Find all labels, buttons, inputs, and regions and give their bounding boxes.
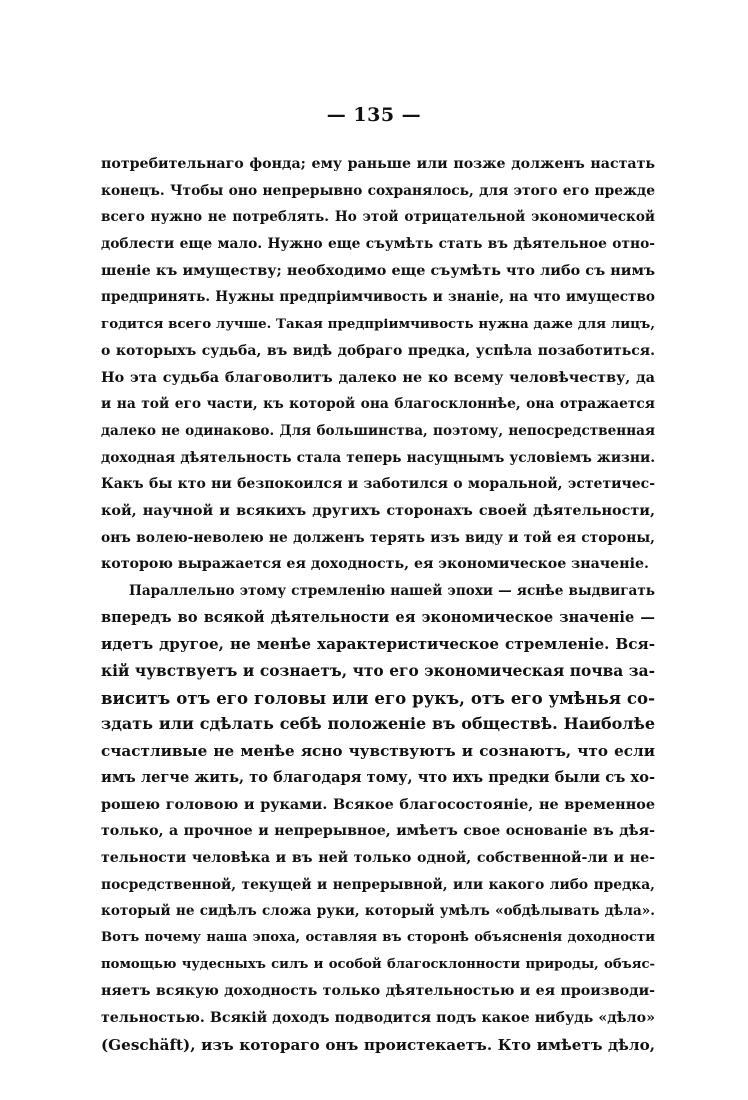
text-line: Вотъ почему наша эпоха, оставляя въ сторонѣ объясненія доходности [101, 929, 655, 945]
text-line: помощью чудесныхъ силъ и особой благосклонности природы, объяс- [101, 956, 655, 972]
text-line: счастливые не менѣе ясно чувствуютъ и сознаютъ, что если [101, 742, 655, 761]
text-body [101, 151, 655, 1058]
text-line: только, а прочное и непрерывное, имѣетъ свое основаніе въ дѣя- [101, 823, 655, 840]
text-line: впередъ во всякой дѣятельности ея экономическое значеніе — [101, 608, 655, 626]
text-line: няетъ всякую доходность только дѣятельностью и ея производи- [101, 983, 655, 1000]
text-line: идетъ другое, не менѣе характеристическое стремленіе. Вся- [101, 635, 655, 654]
text-line: потребительнаго фонда; ему раньше или позже долженъ настать [101, 156, 655, 172]
text-line: тельности человѣка и въ ней только одной, собственной-ли и не- [101, 849, 655, 866]
text-line: кій чувствуетъ и сознаетъ, что его экономическая почва за- [101, 662, 655, 681]
text-line: и на той его части, къ которой она благосклоннѣе, она отражается [101, 396, 655, 413]
paragraph-first-line: Параллельно этому стремленію нашей эпохи — яснѣе выдвигать [129, 583, 655, 599]
text-line: конецъ. Чтобы оно непрерывно сохранялось, для этого его прежде [101, 182, 655, 199]
text-line: рошею головою и руками. Всякое благосостояніе, не временное [101, 795, 655, 813]
text-line: посредственной, текущей и непрерывной, или какого либо предка, [101, 876, 655, 893]
paragraph-end-line: которою выражается ея доходность, ея экономическое значеніе. [101, 556, 649, 573]
text-line: о которыхъ судьба, въ видѣ добраго предка, успѣла позаботиться. [101, 342, 655, 359]
text-line: доблести еще мало. Нужно еще съумѣть стать въ дѣятельное отно- [101, 236, 655, 253]
text-line: годится всего лучше. Такая предпріимчивость нужна даже для лицъ, [101, 316, 655, 333]
text-line: который не сидѣлъ сложа руки, который умѣлъ «обдѣлывать дѣла». [101, 903, 655, 920]
text-line: виситъ отъ его головы или его рукъ, отъ его умѣнья со- [101, 687, 655, 708]
text-line: имъ легче жить, то благодаря тому, что ихъ предки были съ хо- [101, 768, 655, 786]
page-number: — 135 — [326, 104, 422, 126]
text-line: здать или сдѣлать себѣ положеніе въ обществѣ. Наиболѣе [101, 714, 655, 734]
text-line: тельностью. Всякій доходъ подводится подъ какое нибудь «дѣло» [101, 1010, 655, 1026]
text-line: онъ волею-неволею не долженъ терять изъ виду и той ея стороны, [101, 529, 655, 546]
text-line: доходная дѣятельность стала теперь насущнымъ условіемъ жизни. [101, 449, 655, 466]
text-line: всего нужно не потреблять. Но этой отрицательной экономической [101, 209, 655, 226]
text-line: Какъ бы кто ни безпокоился и заботился о моральной, эстетичес- [101, 476, 655, 493]
text-line: предпринять. Нужны предпріимчивость и знаніе, на что имущество [101, 289, 655, 306]
text-line: кой, научной и всякихъ другихъ сторонахъ своей дѣятельности, [101, 501, 655, 519]
text-line: Но эта судьба благоволитъ далеко не ко всему человѣчеству, да [101, 368, 655, 386]
text-line: далеко не одинаково. Для большинства, поэтому, непосредственная [101, 422, 655, 439]
text-line: шеніе къ имуществу; необходимо еще съумѣть что либо съ нимъ [101, 261, 655, 279]
text-line: (Geschäft), изъ котораго онъ проистекаетъ. Кто имѣетъ дѣло, [101, 1035, 655, 1054]
